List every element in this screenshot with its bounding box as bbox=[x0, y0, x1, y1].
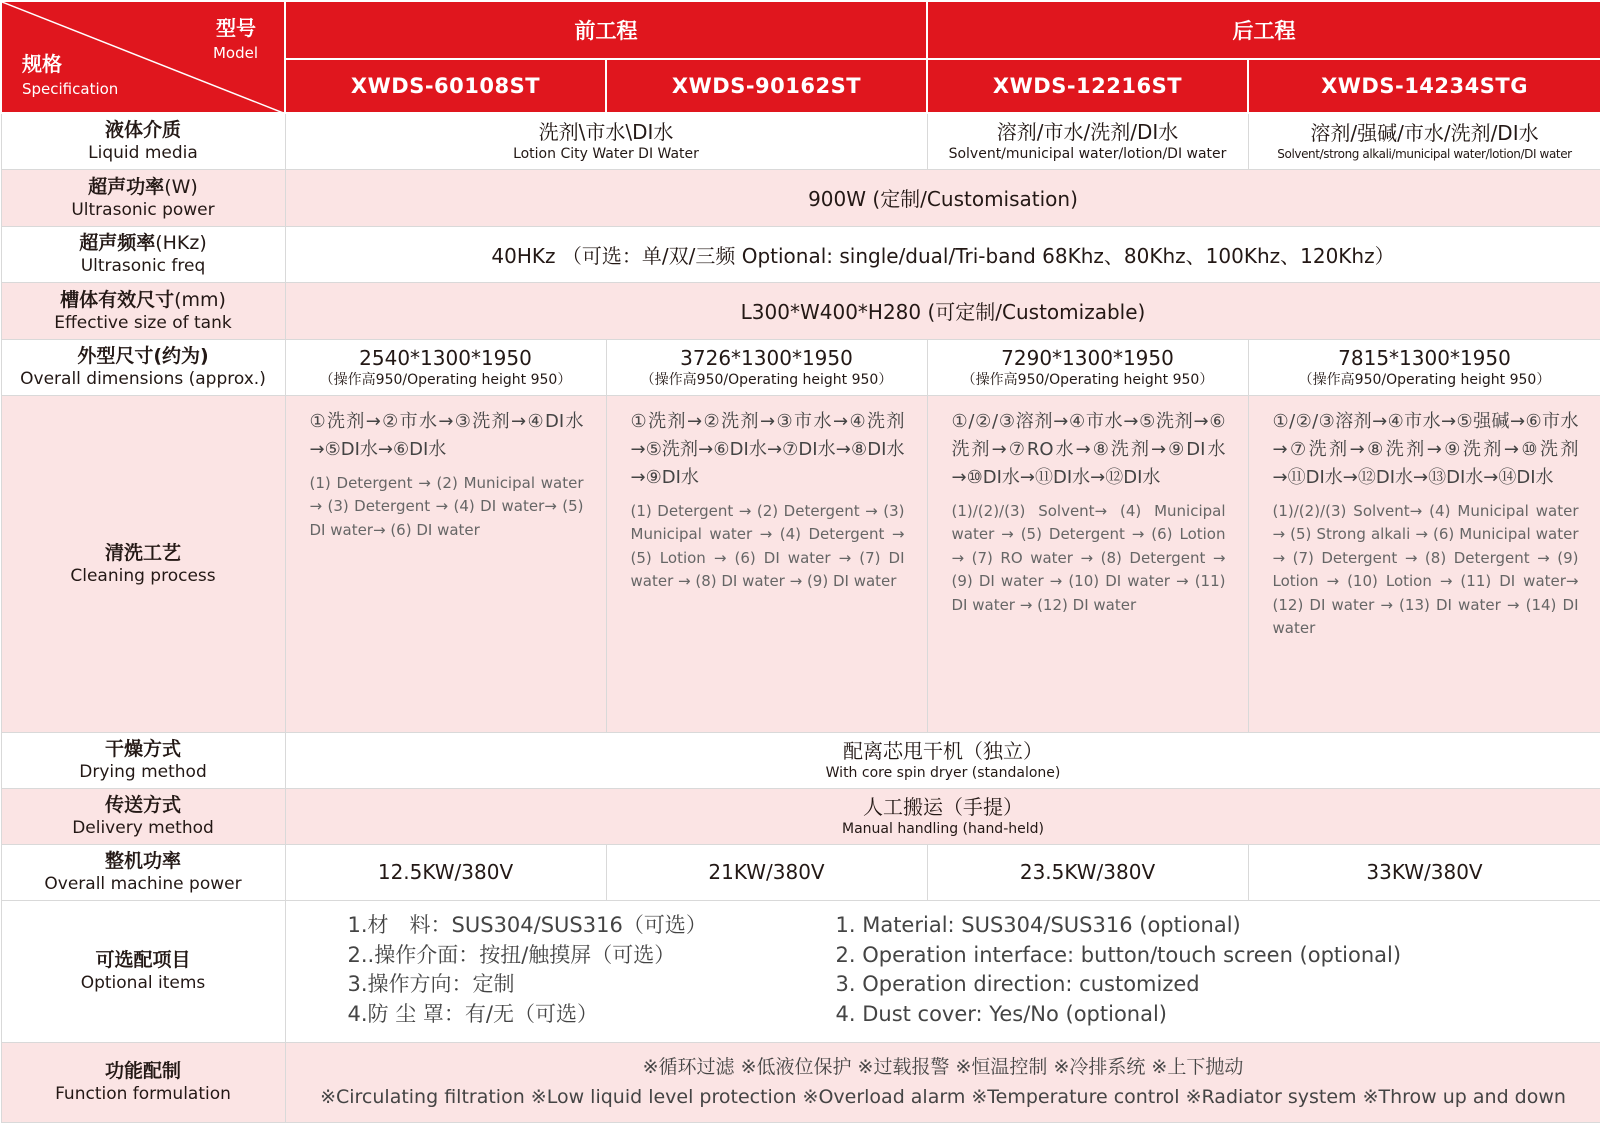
process-zh: ①洗剂→②市水→③洗剂→④DI水→⑤DI水→⑥DI水 bbox=[309, 410, 584, 460]
label-en: Liquid media bbox=[88, 143, 198, 164]
label-zh bbox=[2, 175, 285, 199]
function-cell bbox=[285, 1042, 1600, 1122]
liquid-front-cell bbox=[285, 113, 927, 169]
row-label bbox=[1, 395, 285, 732]
row-machine-power bbox=[1, 844, 1600, 900]
process-en: (1)/(2)/(3) Solvent→ (4) Municipal water → (5) Strong alkali → (6) Municipal water → (7) Detergent → (8) Detergent → (9) Lotion → (10) Lotion → (11) DI water→ (12) DI water → (13) DI water → (14) DI water bbox=[1272, 501, 1579, 637]
row-label bbox=[1, 900, 285, 1042]
function-zh: ※循环过滤 ※低液位保护 ※过载报警 ※恒温控制 ※冷排系统 ※上下抛动 bbox=[642, 1056, 1244, 1078]
value-zh: 溶剂/强碱/市水/洗剂/DI水 bbox=[1310, 121, 1539, 146]
value-zh: 洗剂\市水\DI水 bbox=[538, 120, 674, 145]
label-unit: (HKz) bbox=[155, 232, 207, 254]
freq-value: 40HKz （可选：单/双/三频 Optional: single/dual/Tri-band 68Khz、80Khz、100Khz、120Khz） bbox=[285, 226, 1600, 282]
value-en: Solvent/strong alkali/municipal water/lotion/DI water bbox=[1277, 147, 1572, 162]
value-zh: 配离芯甩干机（独立） bbox=[843, 739, 1043, 763]
row-label bbox=[1, 788, 285, 844]
process-zh: ①洗剂→②洗剂→③市水→④洗剂→⑤洗剂→⑥DI水→⑦DI水→⑧DI水→⑨DI水 bbox=[630, 410, 905, 488]
dims-note: （操作高950/Operating height 950） bbox=[961, 372, 1214, 388]
machine-power-value: 21KW/380V bbox=[606, 844, 927, 900]
row-optional-items bbox=[1, 900, 1600, 1042]
dims-cell bbox=[1248, 339, 1600, 395]
label-en: Cleaning process bbox=[70, 565, 216, 586]
row-label bbox=[1, 1042, 285, 1122]
row-label bbox=[1, 339, 285, 395]
row-ultrasonic-power bbox=[1, 169, 1600, 226]
process-cell bbox=[285, 395, 606, 732]
tank-value: L300*W400*H280 (可定制/Customizable) bbox=[285, 282, 1600, 339]
function-en: ※Circulating filtration ※Low liquid level protection ※Overload alarm ※Temperature control ※Radiator system ※Throw up and down bbox=[320, 1086, 1566, 1108]
dims-note: （操作高950/Operating height 950） bbox=[640, 372, 893, 388]
row-cleaning-process bbox=[1, 395, 1600, 732]
machine-power-value: 12.5KW/380V bbox=[285, 844, 606, 900]
optional-item: 3. Operation direction: customized bbox=[835, 972, 1200, 996]
row-drying-method bbox=[1, 732, 1600, 788]
value-en: Lotion City Water DI Water bbox=[513, 146, 699, 163]
delivery-value-cell bbox=[285, 788, 1600, 844]
row-label bbox=[1, 282, 285, 339]
row-liquid-media bbox=[1, 113, 1600, 169]
label-unit: (W) bbox=[164, 175, 198, 198]
corner-spec-en: Specification bbox=[22, 80, 119, 98]
machine-power-value: 23.5KW/380V bbox=[927, 844, 1248, 900]
optional-items-cell bbox=[285, 900, 1600, 1042]
header-corner bbox=[1, 1, 285, 113]
row-delivery-method bbox=[1, 788, 1600, 844]
machine-power-value: 33KW/380V bbox=[1248, 844, 1600, 900]
group-front-header: 前工程 bbox=[285, 1, 927, 59]
optional-item: 1. Material: SUS304/SUS316 (optional) bbox=[835, 913, 1241, 937]
group-back-header: 后工程 bbox=[927, 1, 1600, 59]
dims-value: 3726*1300*1950 bbox=[680, 346, 853, 370]
process-en: (1) Detergent → (2) Detergent → (3) Municipal water → (4) Detergent → (5) Lotion → (6) DI water → (7) DI water → (8) DI water → (9) DI water bbox=[630, 501, 905, 590]
label-en: Function formulation bbox=[55, 1084, 231, 1104]
process-cell bbox=[606, 395, 927, 732]
label-zh: 传送方式 bbox=[104, 794, 181, 816]
power-value: 900W (定制/Customisation) bbox=[285, 169, 1600, 226]
process-cell bbox=[1248, 395, 1600, 732]
label-zh: 整机功率 bbox=[104, 850, 181, 872]
label-unit: (mm) bbox=[174, 288, 226, 311]
model-header: XWDS-14234STG bbox=[1248, 59, 1600, 113]
label-en: Ultrasonic freq bbox=[80, 256, 206, 276]
process-en: (1) Detergent → (2) Municipal water → (3) Detergent → (4) DI water→ (5) DI water→ (6) DI water bbox=[309, 473, 584, 539]
label-en: Drying method bbox=[79, 762, 207, 782]
dims-cell bbox=[927, 339, 1248, 395]
row-label bbox=[1, 226, 285, 282]
optional-item: 1.材 料：SUS304/SUS316（可选） bbox=[347, 913, 707, 937]
model-header: XWDS-12216ST bbox=[927, 59, 1248, 113]
dims-note: （操作高950/Operating height 950） bbox=[319, 372, 572, 388]
optional-item: 4. Dust cover: Yes/No (optional) bbox=[835, 1001, 1167, 1026]
value-en: Manual handling (hand-held) bbox=[842, 821, 1044, 837]
value-en: With core spin dryer (standalone) bbox=[825, 765, 1061, 781]
process-cell bbox=[927, 395, 1248, 732]
label-en: Overall machine power bbox=[44, 874, 242, 894]
dims-cell bbox=[606, 339, 927, 395]
optional-item: 2..操作介面：按扭/触摸屏（可选） bbox=[347, 942, 676, 967]
row-function-formulation bbox=[1, 1042, 1600, 1122]
model-header: XWDS-90162ST bbox=[606, 59, 927, 113]
optional-item: 4.防 尘 罩：有/无（可选） bbox=[347, 1001, 598, 1026]
optional-item: 2. Operation interface: button/touch screen (optional) bbox=[835, 942, 1402, 967]
label-zh-text: 超声频率 bbox=[79, 232, 156, 254]
label-zh bbox=[2, 288, 285, 312]
optional-items-zh bbox=[348, 911, 707, 1029]
label-zh: 液体介质 bbox=[104, 119, 181, 142]
row-label bbox=[1, 169, 285, 226]
label-zh: 干燥方式 bbox=[104, 738, 181, 760]
dims-value: 2540*1300*1950 bbox=[359, 346, 532, 370]
dims-cell bbox=[285, 339, 606, 395]
label-en: Optional items bbox=[80, 973, 206, 993]
corner-spec-zh: 规格 bbox=[22, 52, 62, 76]
drying-value-cell bbox=[285, 732, 1600, 788]
value-zh: 人工搬运（手提） bbox=[863, 795, 1023, 819]
row-tank-size bbox=[1, 282, 1600, 339]
label-zh: 清洗工艺 bbox=[104, 541, 181, 564]
dims-value: 7290*1300*1950 bbox=[1001, 346, 1174, 370]
value-zh: 溶剂/市水/洗剂/DI水 bbox=[996, 120, 1179, 145]
label-zh: 功能配制 bbox=[104, 1060, 181, 1082]
label-zh-text: 超声功率 bbox=[88, 175, 165, 198]
label-en: Delivery method bbox=[72, 818, 214, 838]
optional-items-block bbox=[286, 901, 1600, 1041]
corner-model-en: Model bbox=[212, 44, 258, 62]
row-label bbox=[1, 732, 285, 788]
row-overall-dimensions bbox=[1, 339, 1600, 395]
row-ultrasonic-freq bbox=[1, 226, 1600, 282]
process-en: (1)/(2)/(3) Solvent→ (4) Municipal water → (5) Detergent → (6) Lotion → (7) RO water → (8) Detergent → (9) DI water → (10) DI water → (11) DI water → (12) DI water bbox=[951, 501, 1226, 614]
label-en: Overall dimensions (approx.) bbox=[20, 369, 266, 389]
model-header: XWDS-60108ST bbox=[285, 59, 606, 113]
optional-item: 3.操作方向：定制 bbox=[347, 972, 515, 996]
label-zh-text: 槽体有效尺寸 bbox=[60, 288, 175, 311]
label-zh bbox=[2, 231, 285, 255]
label-zh: 可选配项目 bbox=[95, 949, 191, 971]
row-label bbox=[1, 113, 285, 169]
value-en: Solvent/municipal water/lotion/DI water bbox=[948, 146, 1227, 163]
liquid-m4-cell bbox=[1248, 113, 1600, 169]
label-en: Ultrasonic power bbox=[71, 199, 215, 220]
corner-model-zh: 型号 bbox=[216, 16, 256, 40]
liquid-m3-cell bbox=[927, 113, 1248, 169]
optional-items-en bbox=[836, 911, 1402, 1029]
process-zh: ①/②/③溶剂→④市水→⑤洗剂→⑥洗剂→⑦RO水→⑧洗剂→⑨DI水→⑩DI水→⑪DI水→⑫DI水 bbox=[951, 410, 1226, 488]
dims-value: 7815*1300*1950 bbox=[1338, 346, 1511, 370]
label-zh: 外型尺寸(约为) bbox=[77, 345, 209, 367]
dims-note: （操作高950/Operating height 950） bbox=[1298, 372, 1551, 388]
label-en: Effective size of tank bbox=[54, 312, 232, 333]
row-label bbox=[1, 844, 285, 900]
process-zh: ①/②/③溶剂→④市水→⑤强碱→⑥市水→⑦洗剂→⑧洗剂→⑨洗剂→⑩洗剂→⑪DI水→⑫DI水→⑬DI水→⑭DI水 bbox=[1272, 410, 1579, 488]
